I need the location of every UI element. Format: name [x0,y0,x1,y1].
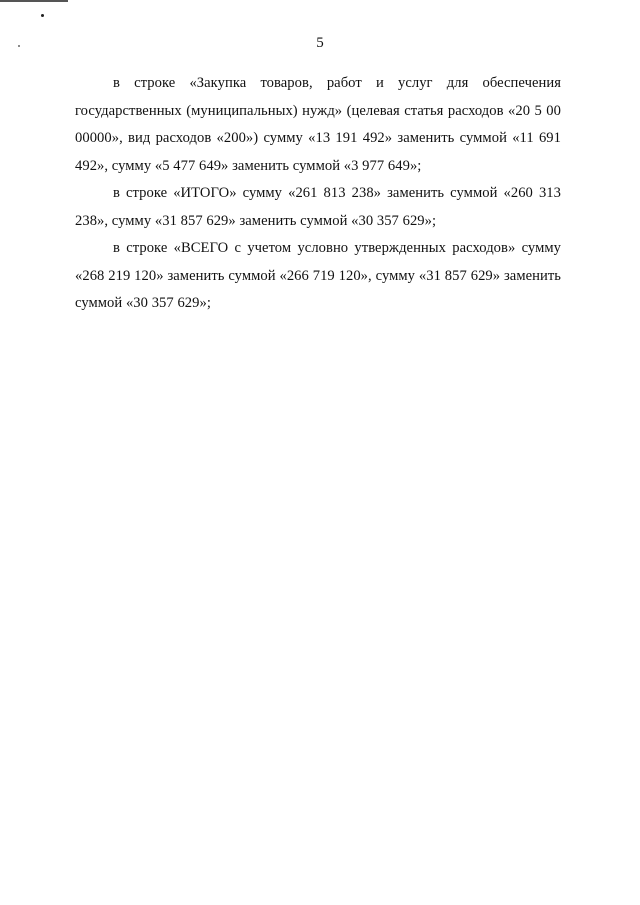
scan-edge-mark [0,0,68,2]
paragraph-grand-total: в строке «ВСЕГО с учетом условно утвержденных расходов» сумму «268 219 120» заменить суммой «266 719 120», сумму «31 857 629» заменить суммой «30 357 629»; [75,240,561,311]
paragraph-total: в строке «ИТОГО» сумму «261 813 238» заменить суммой «260 313 238», сумму «31 857 629» заменить суммой «30 357 629»; [75,185,561,229]
scan-speck [41,14,44,17]
paragraph-purchases: в строке «Закупка товаров, работ и услуг для обеспечения государственных (муниципальных) нужд» (целевая статья расходов «20 5 00 00000», вид расходов «200») сумму «13 191 492» заменить суммой «11 691 492», сумму «5 477 649» заменить суммой «3 977 649»; [75,75,561,174]
page-number: 5 [316,35,324,51]
document-body [75,70,561,318]
